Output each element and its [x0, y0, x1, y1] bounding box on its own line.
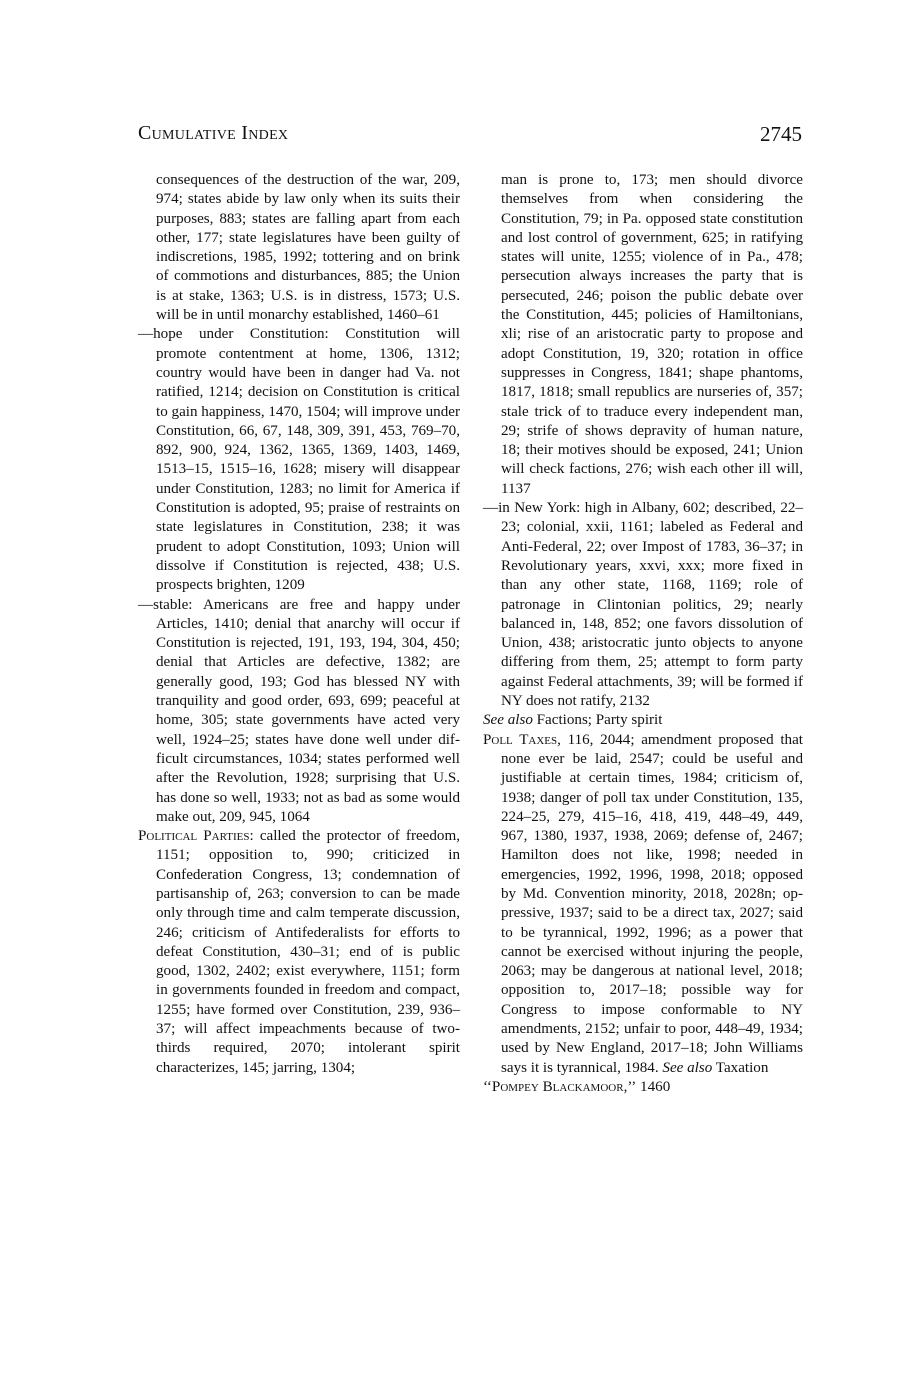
entry-political-parties — [138, 827, 460, 1078]
page-header — [138, 122, 802, 152]
entry-heading: Political Parties — [138, 828, 250, 845]
left-column — [138, 171, 460, 1078]
entry-heading: Poll Taxes — [483, 731, 558, 748]
entry-text: : called the protector of freedom, 1151; opposition to, 990; criticized in Confederation Congress, 13; condemnation of partisanship of, 263; conversion to can be made only through time and calm temperate discussion, 246; criticism of Antifederalists for efforts to defeat Constitution, 430–31; end of is public good, 1302, 2402; exist everywhere, 1151; form in governments founded in freedom and compact, 1255; have formed over Constitution, 239, 936–37; will affect impeachments because of two-thirds required, 2070; intolerant spirit characterizes, 145; jarring, 1304; — [156, 828, 460, 1076]
right-column — [483, 171, 803, 1097]
see-also-text: Factions; Party spirit — [532, 712, 663, 729]
continued-entry: consequences of the destruction of the war, 209, 974; states abide by law only when its suits their purposes, 883; states are falling apart from each other, 177; state legislatures have been guilty of indiscretions, 1985, 1992; tottering and on brink of commotions and disturbances, 885; the Union is at stake, 1363; U.S. is in distress, 1573; U.S. will be in until monarchy established, 1460–61 — [156, 172, 460, 324]
entry-heading: ‘‘Pompey Blackamoor,’’ — [483, 1078, 637, 1095]
entry-text: 1460 — [636, 1078, 671, 1095]
continued-entry: man is prone to, 173; men should divorce themselves from when considering the Constitution, 79; in Pa. opposed state constitution and lost control of government, 625; in ratifying states will unite, 1255; violence of in Pa., 478; persecution always increases the party that is persecuted, 246; poison the public debate over the Constitution, 445; policies of Hamiltonians, xli; rise of an aristocratic party to propose and adopt Constitution, 19, 320; rotation in office suppresses in Congress, 1841; shape phantoms, 1817, 1818; small republics are nurseries of, 357; stale trick of to traduce every independent man, 29; strife of shows depravity of human nature, 18; their motives should be exposed, 241; Union will check factions, 276; wish each other ill will, 1137 — [501, 172, 803, 497]
subentry-hope-under-constitution: —hope under Constitution: Constitution will promote contentment at home, 1306, 1312; country would have been in danger had Va. not ratified, 1214; decision on Constitution is critical to gain happiness, 1470, 1504; will improve under Constitution, 66, 67, 148, 309, 391, 453, 769–70, 892, 900, 924, 1362, 1365, 1369, 1403, 1469, 1513–15, 1515–16, 1628; misery will disappear under Constitution, 1283; no limit for America if Constitution is adopted, 95; praise of restraints on state legislatures in Constitution, 238; it was prudent to adopt Constitution, 1093; Union will dissolve if Constitution is rejected, 438; U.S. prospects brighten, 1209 — [138, 326, 460, 594]
entry-pompey-blackamoor — [483, 1078, 803, 1097]
entry-text: , 116, 2044; amendment proposed that none ever be laid, 2547; could be useful and justifiable at certain times, 1984; criticism of, 1938; danger of poll tax under Constitution, 135, 224–25, 279, 415–16, 418, 419, 448–49, 449, 967, 1380, 1937, 1938, 2069; defense of, 2467; Hamilton does not like, 1998; needed in emergencies, 1992, 1996, 1998, 2018; opposed by Md. Convention minority, 2018, 2028n; oppressive, 1937; said to be a direct tax, 2027; said to be tyrannical, 1992, 1996; as a power that cannot be exercised without injuring the people, 2063; may be dangerous at national level, 2018; opposition to, 2017–18; possible way for Congress to impose conformable to NY amendments, 2152; unfair to poor, 448–49, 1934; used by New England, 2017–18; John Williams says it is tyrannical, 1984. — [501, 731, 803, 1076]
see-also-reference — [483, 711, 803, 730]
running-head: Cumulative Index — [138, 122, 289, 144]
see-also-text: Taxation — [712, 1059, 769, 1076]
see-also-label: See also — [662, 1059, 713, 1076]
see-also-label: See also — [483, 712, 533, 729]
entry-poll-taxes — [483, 731, 803, 1078]
page-number: 2745 — [760, 122, 802, 146]
subentry-stable: —stable: Americans are free and happy under Articles, 1410; denial that anarchy will occur if Constitution is rejected, 191, 193, 194, 304, 450; denial that Articles are defective, 1382; are generally good, 193; God has blessed NY with tranquility and good order, 693, 699; peaceful at home, 305; state governments have acted very well, 1924–25; states have done well under difficult circumstances, 1034; states performed well after the Revolution, 1928; surprising that U.S. has done so well, 1933; not as bad as some would make out, 209, 945, 1064 — [138, 596, 460, 825]
subentry-in-new-york: —in New York: high in Albany, 602; described, 22–23; colonial, xxii, 1161; labeled as Federal and Anti-Federal, 22; over Impost of 1783, 36–37; in Revolutionary years, xxvi, xxx; more fixed in than any other state, 1168, 1169; role of patronage in Clintonian politics, 29; nearly balanced in, 148, 852; one favors dissolution of Union, 438; aristocratic junto objects to anyone differing from them, 25; attempt to form party against Federal attachments, 39; will be formed if NY does not ratify, 2132 — [483, 500, 803, 710]
